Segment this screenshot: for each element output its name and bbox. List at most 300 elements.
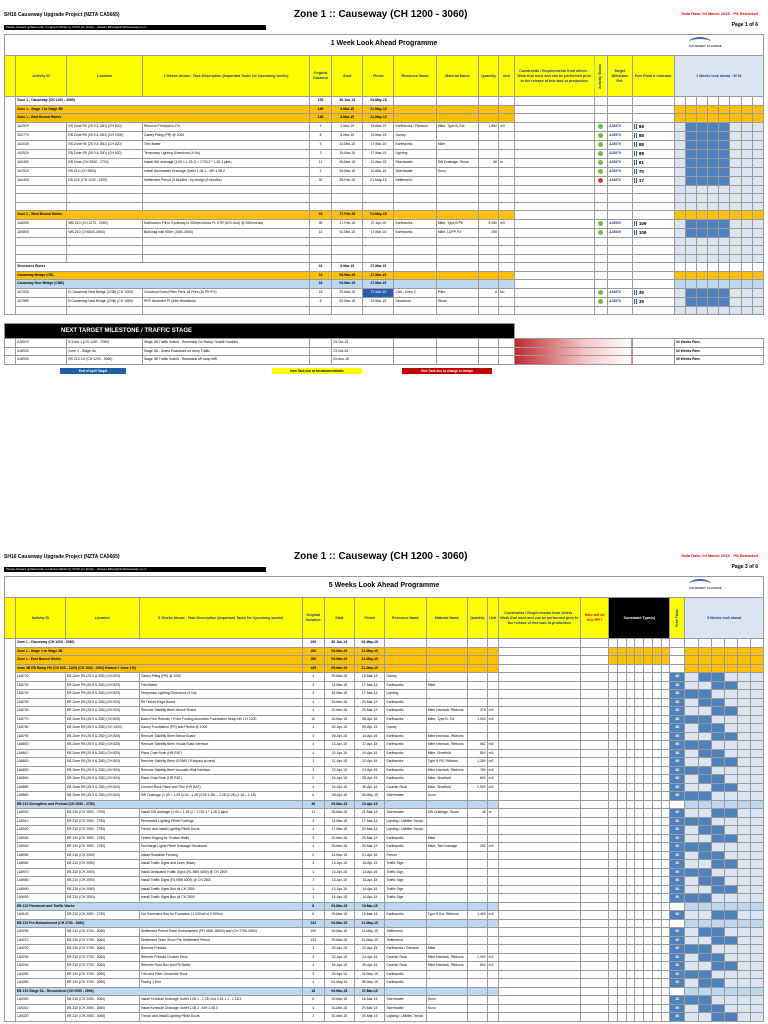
table-row xyxy=(5,792,764,801)
gantt-cell xyxy=(752,297,763,306)
quantity: 1,350 xyxy=(468,758,488,767)
table-row xyxy=(5,783,764,792)
gantt-cell xyxy=(724,758,737,767)
constraint-type-cell xyxy=(644,758,653,767)
constraint-type-cell xyxy=(652,928,661,937)
finish-date: 16-Mar-15 xyxy=(355,996,385,1005)
constraints xyxy=(514,122,594,131)
start-date: 16-Mar-15 xyxy=(324,698,354,707)
gantt-cell xyxy=(750,724,763,733)
legend-new-task-breakdown: New Task due to breakdown/details xyxy=(272,368,362,374)
constraints xyxy=(498,783,581,792)
constraint-type-cell xyxy=(635,783,644,792)
duration: 3 xyxy=(302,970,324,979)
description: Crusher Rock Place and Trim (HR RAT) xyxy=(139,783,302,792)
location: EB Zone R5 (25.9 & 25D) (CH 820) xyxy=(65,673,139,682)
constraint-type-cell xyxy=(626,817,635,826)
constraint-type-cell xyxy=(661,877,670,886)
activity-status xyxy=(594,176,607,185)
free-float: 88 xyxy=(670,732,685,741)
constraint-type-cell xyxy=(644,868,653,877)
location: EB Z10 (CH 2050) xyxy=(65,860,139,869)
start-date: 09-Mar-15 xyxy=(324,664,354,673)
constraint-type-cell xyxy=(635,834,644,843)
who-rfi xyxy=(581,1013,609,1022)
constraints xyxy=(498,1013,581,1022)
free-float: 80 xyxy=(670,1004,685,1013)
free-float xyxy=(632,288,674,297)
gantt-cell xyxy=(737,809,750,818)
free-float: 88 xyxy=(670,681,685,690)
constraint-type-cell xyxy=(644,766,653,775)
activity-id: 1A2520 xyxy=(16,149,67,158)
resource: Earthworks xyxy=(385,741,426,750)
milestone-date: 23-Oct-15 xyxy=(332,347,394,356)
finish-date: 17-Mar-15 xyxy=(355,817,385,826)
activity-status xyxy=(594,167,607,176)
activity-id: 1A5800 xyxy=(16,228,67,237)
milestone-ref: AJ8920 xyxy=(608,228,632,237)
gantt-cell xyxy=(685,817,698,826)
constraint-type-cell xyxy=(635,724,644,733)
constraint-type-cell xyxy=(609,860,618,869)
col-resource: Resource Name xyxy=(394,56,436,97)
gantt-cell xyxy=(708,176,719,185)
gantt-cell xyxy=(685,885,698,894)
gantt-cell xyxy=(719,219,730,228)
gantt-cell xyxy=(697,288,708,297)
table-row xyxy=(5,647,764,656)
table-row xyxy=(5,194,764,203)
finish-date: 27-Mar-15 xyxy=(363,271,394,280)
start-date: 09-Mar-15 xyxy=(324,656,354,665)
constraint-type-cell xyxy=(661,732,670,741)
gantt-cell xyxy=(750,681,763,690)
constraint-type-cell xyxy=(652,945,661,954)
constraint-type-cell xyxy=(644,690,653,699)
unit xyxy=(487,928,498,937)
unit: m3 xyxy=(487,758,498,767)
constraint-type-cell xyxy=(661,928,670,937)
resource: Lighting / Utilities Trench xyxy=(385,826,426,835)
gantt-cell xyxy=(698,741,711,750)
gantt-cell xyxy=(698,698,711,707)
constraint-type-cell xyxy=(618,749,627,758)
resource: Gantry xyxy=(385,673,426,682)
finish-date: 08-May-15 xyxy=(355,979,385,988)
gantt-cell xyxy=(730,131,741,140)
gantt-cell xyxy=(724,843,737,852)
gantt-cell xyxy=(674,140,685,149)
col-who: Who will do this RFI? xyxy=(581,598,609,639)
material xyxy=(426,673,467,682)
constraint-type-cell xyxy=(609,749,618,758)
constraint-type-cell xyxy=(635,877,644,886)
constraint-type-cell xyxy=(635,843,644,852)
gantt-cell xyxy=(685,707,698,716)
constraint-type-cell xyxy=(635,953,644,962)
resource: Earthworks xyxy=(385,715,426,724)
constraints xyxy=(498,928,581,937)
material xyxy=(426,936,467,945)
constraints xyxy=(514,219,594,228)
who-rfi xyxy=(581,792,609,801)
gantt-cell xyxy=(750,690,763,699)
gantt-cell xyxy=(711,681,724,690)
gantt-cell xyxy=(737,732,750,741)
location: EB Z10 (CH 2050 - 2750) xyxy=(65,843,139,852)
gantt-cell xyxy=(737,843,750,852)
col-activity-status: Activity Status xyxy=(594,56,607,97)
constraints xyxy=(498,834,581,843)
constraint-type-cell xyxy=(661,681,670,690)
constraint-type-cell xyxy=(618,970,627,979)
activity-id: 1A8910 xyxy=(15,817,65,826)
status-green-dot-icon xyxy=(598,124,603,129)
table-row xyxy=(5,800,764,809)
table-body xyxy=(5,97,764,315)
location: EB Z10 (CH 2050) xyxy=(65,851,139,860)
gantt-cell xyxy=(685,936,698,945)
start-date: 25-Mar-15 xyxy=(324,843,354,852)
finish-date: 30-Apr-15 xyxy=(355,783,385,792)
activity-id: 1A8740 xyxy=(15,690,65,699)
start-date: 13-Apr-15 xyxy=(324,860,354,869)
start-date: 15-Mar-15 xyxy=(324,690,354,699)
constraint-type-cell xyxy=(609,877,618,886)
gantt-cell xyxy=(730,167,741,176)
gantt-cell xyxy=(750,715,763,724)
activity-id: 1A2770 xyxy=(16,131,67,140)
activity-id: 1A9250 xyxy=(15,970,65,979)
start-date: 04-May-15 xyxy=(324,979,354,988)
constraint-type-cell xyxy=(644,996,653,1005)
constraint-type-cell xyxy=(661,834,670,843)
finish-date: 21-May-15 xyxy=(363,105,394,114)
activity-id: 1A9240 xyxy=(15,962,65,971)
constraint-type-cell xyxy=(644,1013,653,1022)
gantt-cell xyxy=(737,758,750,767)
constraints xyxy=(498,996,581,1005)
gantt-cell xyxy=(711,970,724,979)
gantt-cell xyxy=(685,176,696,185)
constraints xyxy=(498,1004,581,1013)
gantt-cell xyxy=(698,707,711,716)
constraint-type-cell xyxy=(652,724,661,733)
material: Mitre, Type B, Ext xyxy=(436,122,478,131)
constraint-type-cell xyxy=(661,758,670,767)
constraint-type-cell xyxy=(618,996,627,1005)
gantt-cell xyxy=(737,783,750,792)
gantt-cell xyxy=(724,766,737,775)
gantt-cell xyxy=(711,911,724,920)
start-date: 09-Mar-15 xyxy=(332,280,363,289)
constraint-type-cell xyxy=(644,843,653,852)
location: EB Z10 (CH 2750 - 3060) xyxy=(65,928,139,937)
activity-status xyxy=(594,297,607,306)
quantity: 750 xyxy=(468,766,488,775)
constraint-type-cell xyxy=(652,834,661,843)
gantt-cell xyxy=(741,297,752,306)
constraints xyxy=(498,724,581,733)
finish-date: 19-Mar-15 xyxy=(363,297,394,306)
description: Install Kerbside Drainage Outlet 1.08.3 - MH 1.08.3 xyxy=(139,1004,302,1013)
activity-id: 1A8950 xyxy=(15,851,65,860)
table-row xyxy=(5,970,764,979)
resource: Earthworks xyxy=(385,758,426,767)
status-green-dot-icon xyxy=(598,230,603,235)
duration: 3 xyxy=(302,690,324,699)
start-date: 13-Apr-15 xyxy=(324,868,354,877)
duration: 3 xyxy=(302,953,324,962)
activity-id: 1A9320 xyxy=(15,1013,65,1022)
gantt-cell xyxy=(685,979,698,988)
duration: 199 xyxy=(302,639,324,648)
milestone-row xyxy=(5,356,764,365)
constraint-type-cell xyxy=(661,741,670,750)
activity-status xyxy=(594,149,607,158)
gantt-cell xyxy=(674,167,685,176)
float-value: 88 xyxy=(637,150,644,156)
sheet-page-3 xyxy=(4,548,764,1022)
free-float: 88 xyxy=(670,758,685,767)
constraint-type-cell xyxy=(626,783,635,792)
who-rfi xyxy=(581,724,609,733)
duration: 36 xyxy=(302,800,324,809)
milestone-ref: AJ8970 xyxy=(608,176,632,185)
constraint-type-cell xyxy=(644,979,653,988)
constraints xyxy=(498,817,581,826)
gantt-cell xyxy=(708,158,719,167)
gantt-cell xyxy=(724,962,737,971)
col-unit: Unit xyxy=(499,56,515,97)
gantt-cell xyxy=(724,715,737,724)
table-row xyxy=(5,724,764,733)
quantity xyxy=(468,860,488,869)
col-activity-id: Activity ID xyxy=(16,56,67,97)
milestone-date: 03-Nov-15 xyxy=(332,356,394,365)
constraints xyxy=(514,140,594,149)
material xyxy=(436,149,478,158)
material: Mitre, LDPP P3 xyxy=(436,228,478,237)
gantt-cell xyxy=(685,690,698,699)
material: Mitre Interlock, Ribbons xyxy=(426,741,467,750)
gantt-cell xyxy=(724,792,737,801)
constraint-type-cell xyxy=(609,894,618,903)
constraint-type-cell xyxy=(626,953,635,962)
who-rfi xyxy=(581,707,609,716)
resource: Stormwater xyxy=(385,792,426,801)
gantt-cell xyxy=(750,766,763,775)
gantt-cell xyxy=(685,288,696,297)
unit: m3 xyxy=(487,962,498,971)
constraint-type-cell xyxy=(652,911,661,920)
table-header-row xyxy=(5,56,764,97)
activity-status xyxy=(594,228,607,237)
constraint-type-cell xyxy=(609,868,618,877)
who-rfi xyxy=(581,673,609,682)
constraint-type-cell xyxy=(609,1004,618,1013)
constraint-type-cell xyxy=(618,707,627,716)
start-date: 09-Mar-15 xyxy=(332,271,363,280)
resource: Lighting xyxy=(385,690,426,699)
gantt-cell xyxy=(750,749,763,758)
activity-id: 1A8750 xyxy=(15,698,65,707)
free-float xyxy=(632,219,674,228)
activity-id: 1A8800 xyxy=(15,741,65,750)
table-row xyxy=(5,698,764,707)
constraints xyxy=(498,885,581,894)
description: Bulk bag wall 900m (2060-3060) xyxy=(142,228,309,237)
constraint-type-cell xyxy=(635,885,644,894)
constraints xyxy=(498,860,581,869)
duration: 3 xyxy=(302,834,324,843)
constraint-type-cell xyxy=(652,1013,661,1022)
constraint-type-cell xyxy=(652,877,661,886)
gantt-cell xyxy=(711,834,724,843)
who-rfi xyxy=(581,860,609,869)
material: Mitre xyxy=(426,945,467,954)
finish-date: 19-Mar-15 xyxy=(355,911,385,920)
gantt-cell xyxy=(737,673,750,682)
unit xyxy=(487,817,498,826)
gantt-cell xyxy=(724,928,737,937)
constraint-type-cell xyxy=(635,758,644,767)
quantity xyxy=(468,877,488,886)
milestone-id: AJ8970 xyxy=(16,339,67,348)
constraint-type-cell xyxy=(635,707,644,716)
duration: 18 xyxy=(309,280,331,289)
duration: 3 xyxy=(302,681,324,690)
unit xyxy=(487,690,498,699)
gantt-cell xyxy=(711,826,724,835)
resource: Structures xyxy=(394,297,436,306)
table-row xyxy=(5,167,764,176)
unit xyxy=(487,834,498,843)
quantity xyxy=(479,149,499,158)
gantt-cell xyxy=(711,860,724,869)
gantt-cell xyxy=(719,131,730,140)
milestone-ref: AJ8970 xyxy=(608,158,632,167)
gantt-cell xyxy=(724,953,737,962)
constraint-type-cell xyxy=(618,860,627,869)
constraint-type-cell xyxy=(618,766,627,775)
constraints xyxy=(498,953,581,962)
gantt-cell xyxy=(685,911,698,920)
description: Trench and Install Lighting Plinth Ducts xyxy=(139,826,302,835)
description: Temporary Lighting Diversions (4 No) xyxy=(139,690,302,699)
start-date: 14-Apr-15 xyxy=(324,894,354,903)
constraint-type-cell xyxy=(635,945,644,954)
gantt-cell xyxy=(750,877,763,886)
constraint-type-cell xyxy=(661,979,670,988)
finish-date: 27-Mar-15 xyxy=(363,288,394,297)
gantt-cell xyxy=(750,834,763,843)
description: Install Stormwater Drainage Outlet 1.08.1 - MH 1.08.2 xyxy=(142,167,309,176)
col-start: Start xyxy=(332,56,363,97)
gantt-cell xyxy=(730,158,741,167)
constraint-type-cell xyxy=(635,970,644,979)
finish-date: 13-Apr-15 xyxy=(355,877,385,886)
gantt-cell xyxy=(750,775,763,784)
quantity: 250 xyxy=(468,843,488,852)
col-finish: Finish xyxy=(355,598,385,639)
gantt-cell xyxy=(698,911,711,920)
constraints xyxy=(514,297,594,306)
quantity: 1,460 xyxy=(468,911,488,920)
gantt-cell xyxy=(685,715,698,724)
gantt-cell xyxy=(708,167,719,176)
gantt-cell xyxy=(685,860,698,869)
start-date: 20-Apr-15 xyxy=(324,945,354,954)
unit: m3 xyxy=(487,715,498,724)
table-row xyxy=(5,105,764,114)
resource: Gantry xyxy=(394,131,436,140)
unit xyxy=(487,885,498,894)
duration: 185 xyxy=(302,647,324,656)
gantt-cell xyxy=(750,843,763,852)
table-row xyxy=(5,664,764,673)
start-date: 09-Mar-15 xyxy=(324,911,354,920)
who-rfi xyxy=(581,698,609,707)
free-float: 80 xyxy=(670,928,685,937)
constraints xyxy=(514,176,594,185)
gantt-cell xyxy=(697,140,708,149)
gantt-cell xyxy=(737,681,750,690)
constraint-type-cell xyxy=(635,817,644,826)
table-row xyxy=(5,219,764,228)
finish-date: 27-Mar-15 xyxy=(363,280,394,289)
constraint-type-cell xyxy=(626,843,635,852)
constraint-type-cell xyxy=(661,724,670,733)
description: Install Traffic Signs (RL BB5 4000) @ CH 2500 xyxy=(139,877,302,886)
table-row xyxy=(5,885,764,894)
start-date: 06-Mar-15 xyxy=(324,809,354,818)
gantt-cell xyxy=(698,970,711,979)
material xyxy=(426,826,467,835)
milestone-ref: AJ8970 xyxy=(608,131,632,140)
table-row xyxy=(5,741,764,750)
status-green-dot-icon xyxy=(598,221,603,226)
description: Remove Stability Berm Above Board xyxy=(139,707,302,716)
location: EB Zone R5 (25.9 & 25D) (CH 820) xyxy=(67,149,143,158)
duration: 6 xyxy=(302,996,324,1005)
constraint-type-cell xyxy=(644,894,653,903)
activity-id: 1A8840 xyxy=(15,775,65,784)
gantt-cell xyxy=(750,894,763,903)
constraint-type-cell xyxy=(609,911,618,920)
constraint-type-cell xyxy=(609,715,618,724)
weeks-remaining: 34 Weeks Rem. xyxy=(674,347,763,356)
quantity: 562 xyxy=(468,741,488,750)
activity-id: 1A8980 xyxy=(15,877,65,886)
quantity xyxy=(479,297,499,306)
gantt-cell xyxy=(698,996,711,1005)
unit: m3 xyxy=(487,775,498,784)
gantt-cell xyxy=(708,288,719,297)
activity-id: 1A2920 xyxy=(16,122,67,131)
finish-date: 27-Mar-15 xyxy=(363,263,394,272)
float-value: 39 xyxy=(637,298,644,304)
gantt-cell xyxy=(730,149,741,158)
description: Install Kerbside Drainage Outlet 1.08.1 - 1.28 Cnd 0.15 1.1 - 1.18.3 xyxy=(139,996,302,1005)
activity-id: 1A8810 xyxy=(15,749,65,758)
resource: Earthworks xyxy=(394,140,436,149)
gantt-cell xyxy=(711,809,724,818)
constraint-type-cell xyxy=(626,936,635,945)
description: Install Traffic Signs Bus @ CH 2500 xyxy=(139,894,302,903)
activity-status xyxy=(594,122,607,131)
